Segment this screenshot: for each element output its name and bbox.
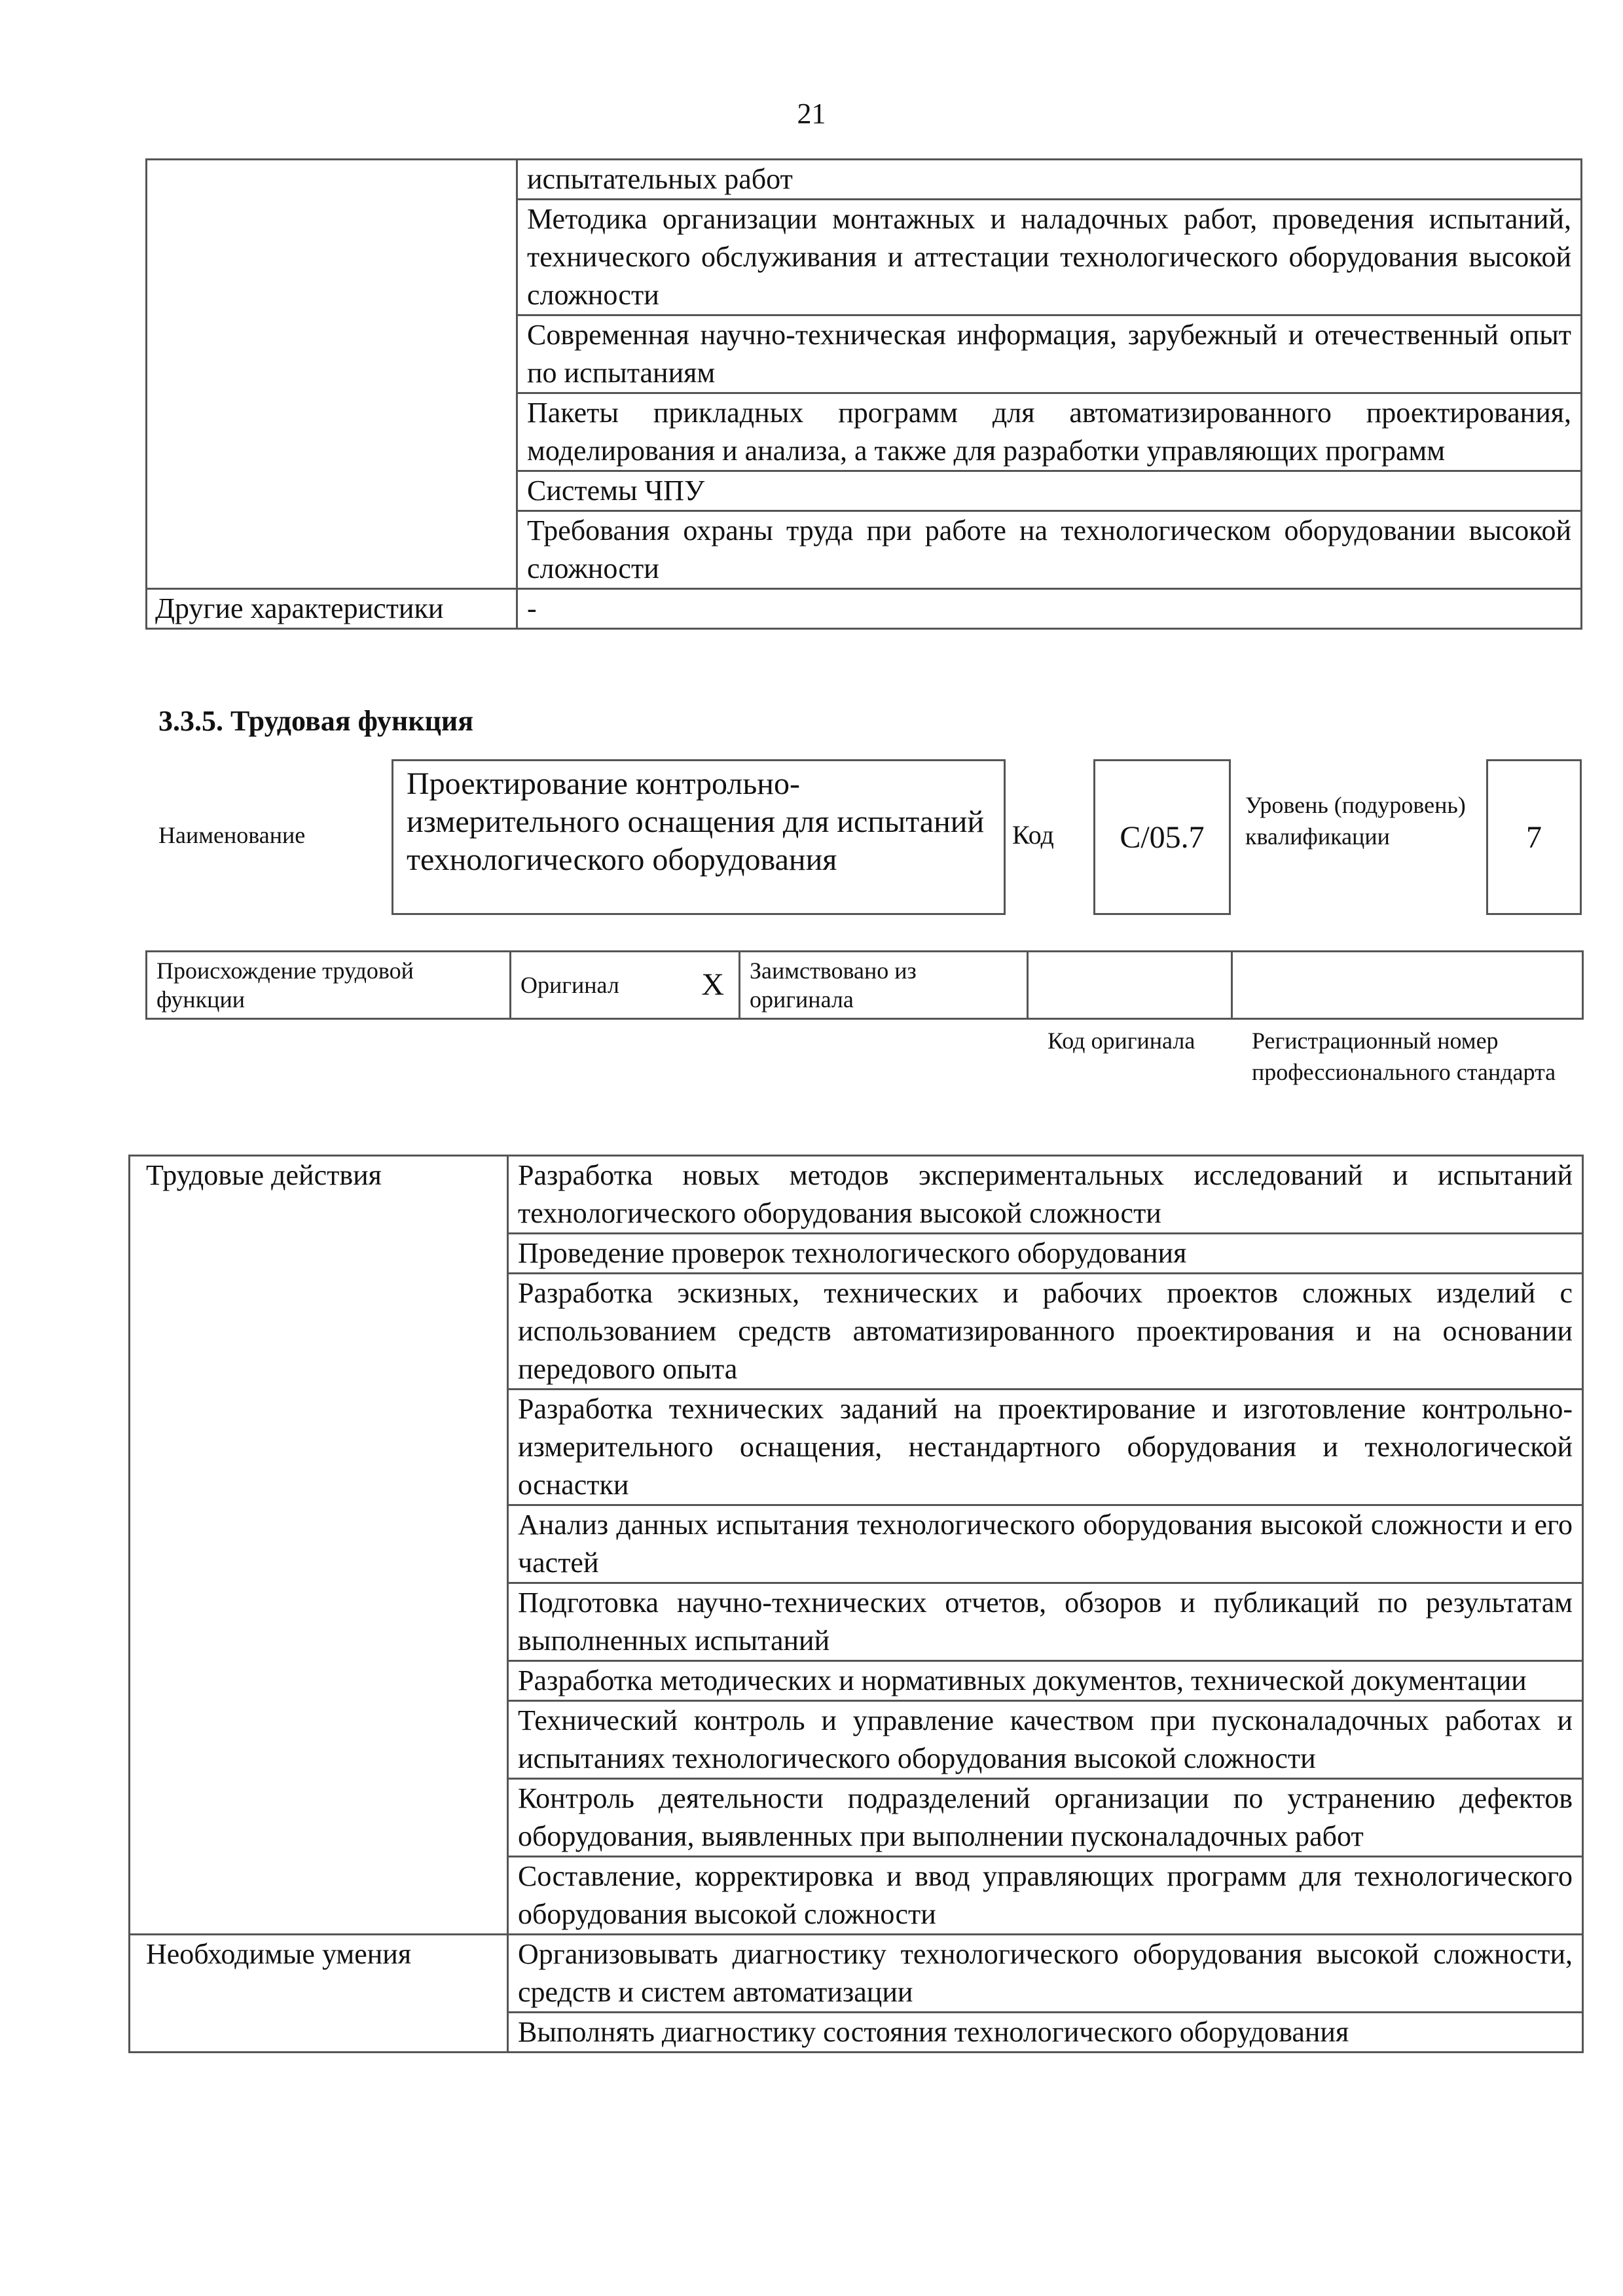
labor-action-item: Составление, корректировка и ввод управляющих программ для технологического оборудования высокой сложности [508,1857,1583,1935]
knowledge-table [145,158,1582,630]
labor-actions-label: Трудовые действия [130,1156,508,1935]
function-name-box: Проектирование контрольно-измерительного оснащения для испытаний технологического оборудования [392,759,1006,915]
labor-action-item: Разработка новых методов экспериментальных исследований и испытаний технологического оборудования высокой сложности [508,1156,1583,1234]
level-label: Уровень (подуровень) квалификации [1245,792,1466,850]
labor-action-item: Анализ данных испытания технологического оборудования высокой сложности и его частей [508,1505,1583,1583]
labor-actions-table [128,1155,1584,2053]
knowledge-item: Методика организации монтажных и наладочных работ, проведения испытаний, технического обслуживания и аттестации технологического оборудования высокой сложности [517,200,1582,315]
labor-action-item: Контроль деятельности подразделений организации по устранению дефектов оборудования, выявленных при выполнении пусконаладочных работ [508,1779,1583,1857]
labor-action-item: Разработка эскизных, технических и рабочих проектов сложных изделий с использованием средств автоматизированного проектирования и на основании передового опыта [508,1274,1583,1390]
registration-number-caption: Регистрационный номер профессионального стандарта [1252,1028,1556,1085]
labor-action-item: Проведение проверок технологического оборудования [508,1234,1583,1274]
original-code-cell [1028,952,1232,1019]
other-characteristics-value: - [517,589,1582,629]
labor-action-item: Подготовка научно-технических отчетов, обзоров и публикаций по результатам выполненных испытаний [508,1583,1583,1661]
labor-action-item: Технический контроль и управление качеством при пусконаладочных работах и испытаниях технологического оборудования высокой сложности [508,1701,1583,1779]
skill-item: Организовывать диагностику технологического оборудования высокой сложности, средств и систем автоматизации [508,1935,1583,2013]
labor-action-item: Разработка методических и нормативных документов, технической документации [508,1661,1583,1701]
original-code-caption: Код оригинала [1048,1028,1195,1054]
knowledge-item: Требования охраны труда при работе на технологическом оборудовании высокой сложности [517,511,1582,589]
original-label: Оригинал [511,952,687,1019]
knowledge-label-cell [147,160,517,589]
level-value-box: 7 [1486,759,1582,915]
original-mark: X [687,952,740,1019]
origin-label: Происхождение трудовой функции [147,952,511,1019]
required-skills-label: Необходимые умения [130,1935,508,2053]
skill-item: Выполнять диагностику состояния технологического оборудования [508,2013,1583,2053]
knowledge-item: Системы ЧПУ [517,471,1582,511]
page-number: 21 [797,98,826,130]
knowledge-item: Современная научно-техническая информация, зарубежный и отечественный опыт по испытаниям [517,315,1582,393]
borrowed-label: Заимствовано из оригинала [740,952,1028,1019]
knowledge-item: испытательных работ [517,160,1582,200]
code-label: Код [1012,820,1054,850]
origin-table [145,950,1584,1020]
registration-number-cell [1232,952,1583,1019]
section-heading: 3.3.5. Трудовая функция [158,705,474,737]
code-value-box: С/05.7 [1093,759,1231,915]
knowledge-item: Пакеты прикладных программ для автоматизированного проектирования, моделирования и анализа, а также для разработки управляющих программ [517,393,1582,471]
other-characteristics-label: Другие характеристики [147,589,517,629]
name-label: Наименование [158,822,306,848]
labor-action-item: Разработка технических заданий на проектирование и изготовление контрольно-измерительного оснащения, нестандартного оборудования и технологической оснастки [508,1390,1583,1505]
